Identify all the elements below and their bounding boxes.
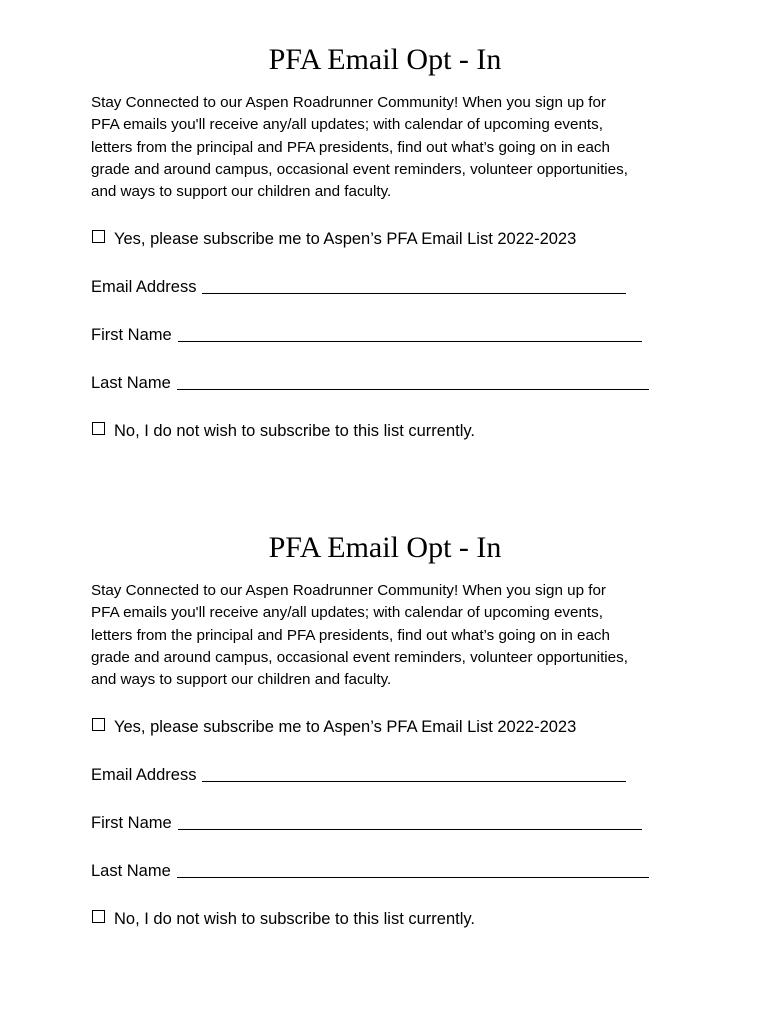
subscribe-yes-option	[91, 717, 576, 737]
intro-line: grade and around campus, occasional event reminders, volunteer opportunities,	[91, 160, 628, 178]
form-title: PFA Email Opt - In	[268, 531, 502, 564]
last-name-field[interactable]	[177, 373, 649, 390]
intro-line: PFA emails you'll receive any/all updates; with calendar of upcoming events,	[91, 116, 603, 134]
intro-paragraph	[91, 92, 691, 203]
intro-line: and ways to support our children and faculty.	[91, 671, 392, 689]
intro-line: letters from the principal and PFA presidents, find out what’s going on in each	[91, 138, 610, 156]
first-name-field[interactable]	[178, 325, 642, 342]
subscribe-yes-checkbox[interactable]	[92, 718, 105, 731]
email-address-row	[91, 277, 626, 297]
subscribe-yes-checkbox[interactable]	[92, 230, 105, 243]
form-title: PFA Email Opt - In	[268, 43, 502, 76]
last-name-row	[91, 373, 649, 393]
intro-line: Stay Connected to our Aspen Roadrunner Community! When you sign up for	[91, 94, 606, 111]
subscribe-yes-label: Yes, please subscribe me to Aspen’s PFA Email List 2022-2023	[114, 718, 577, 736]
subscribe-no-label: No, I do not wish to subscribe to this list currently.	[114, 422, 476, 440]
last-name-label: Last Name	[91, 374, 171, 392]
subscribe-no-option	[91, 909, 475, 929]
email-address-label: Email Address	[91, 278, 197, 296]
email-address-field[interactable]	[202, 765, 626, 782]
first-name-label: First Name	[91, 814, 172, 832]
first-name-row	[91, 813, 642, 833]
intro-paragraph	[91, 580, 691, 691]
last-name-label: Last Name	[91, 862, 171, 880]
subscribe-no-option	[91, 421, 475, 441]
intro-line: and ways to support our children and faculty.	[91, 183, 392, 201]
first-name-field[interactable]	[178, 813, 642, 830]
email-address-field[interactable]	[202, 277, 626, 294]
email-address-label: Email Address	[91, 766, 197, 784]
first-name-row	[91, 325, 642, 345]
last-name-field[interactable]	[177, 861, 649, 878]
subscribe-no-checkbox[interactable]	[92, 910, 105, 923]
email-address-row	[91, 765, 626, 785]
intro-line: grade and around campus, occasional event reminders, volunteer opportunities,	[91, 648, 628, 666]
intro-line: Stay Connected to our Aspen Roadrunner Community! When you sign up for	[91, 582, 606, 599]
subscribe-yes-label: Yes, please subscribe me to Aspen’s PFA Email List 2022-2023	[114, 230, 577, 248]
intro-line: PFA emails you'll receive any/all updates; with calendar of upcoming events,	[91, 604, 603, 622]
first-name-label: First Name	[91, 326, 172, 344]
subscribe-yes-option	[91, 229, 576, 249]
subscribe-no-label: No, I do not wish to subscribe to this list currently.	[114, 910, 476, 928]
intro-line: letters from the principal and PFA presidents, find out what’s going on in each	[91, 626, 610, 644]
last-name-row	[91, 861, 649, 881]
subscribe-no-checkbox[interactable]	[92, 422, 105, 435]
